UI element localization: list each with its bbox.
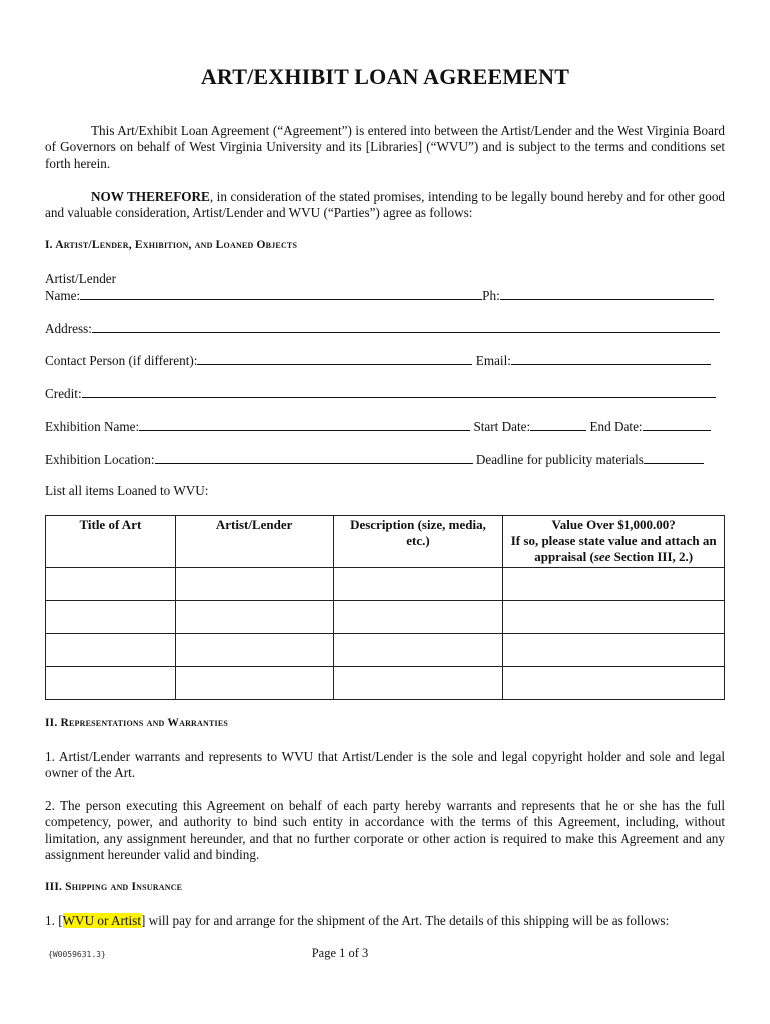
col-value-line2: If so, please state value and attach an appraisal (	[510, 533, 717, 564]
table-header-row	[46, 516, 725, 568]
table-cell[interactable]	[175, 568, 333, 601]
email-label: Email:	[475, 353, 511, 368]
credit-field[interactable]	[82, 385, 716, 398]
col-value-see: see	[593, 549, 611, 564]
now-therefore-bold: NOW THEREFORE	[91, 189, 210, 204]
section-3-p1-prefix: 1. [	[45, 913, 63, 928]
address-field[interactable]	[92, 320, 720, 333]
table-cell[interactable]	[333, 601, 503, 634]
name-label: Name:	[45, 288, 81, 303]
exhibition-name-label: Exhibition Name:	[45, 419, 140, 434]
contact-field[interactable]	[197, 352, 472, 365]
table-cell[interactable]	[503, 568, 725, 601]
intro-text: This Art/Exhibit Loan Agreement (“Agreement”) is entered into between the Artist/Lender and the West Virginia Board of Governors on behalf of West Virginia University and its [Libraries] (“WVU”) and is subject to the terms and conditions set forth herein.	[45, 123, 725, 171]
table-cell[interactable]	[46, 601, 176, 634]
section-3-p1-suffix: ] will pay for and arrange for the shipment of the Art. The details of this shipping will be as follows:	[140, 913, 670, 928]
col-description-text: Description (size, media, etc.)	[350, 517, 486, 548]
section-2-heading: II. Representations and Warranties	[45, 717, 229, 729]
exhibition-location-line	[45, 451, 725, 468]
now-therefore-text: , in consideration of the stated promises, intending to be legally bound hereby and for other good and valuable consideration, Artist/Lender and WVU (“Parties”) agree as follows:	[45, 189, 726, 221]
table-cell[interactable]	[333, 568, 503, 601]
credit-line	[45, 385, 725, 402]
table-cell[interactable]	[503, 667, 725, 700]
table-cell[interactable]	[503, 601, 725, 634]
table-cell[interactable]	[175, 634, 333, 667]
section-2-paragraph-2	[45, 798, 725, 864]
col-artist-lender: Artist/Lender	[175, 516, 333, 568]
col-description	[333, 516, 503, 568]
col-value-line1: Value Over $1,000.00?	[551, 517, 676, 532]
section-2-paragraph-1	[45, 749, 725, 782]
end-date-field[interactable]	[643, 418, 711, 431]
email-field[interactable]	[511, 352, 711, 365]
page-number: Page 1 of 3	[311, 946, 369, 960]
list-items-label: List all items Loaned to WVU:	[45, 483, 209, 498]
contact-label: Contact Person (if different):	[45, 353, 198, 368]
artist-lender-label: Artist/Lender	[45, 271, 117, 286]
loaned-items-table	[45, 515, 725, 700]
exhibition-location-label: Exhibition Location:	[45, 452, 155, 467]
phone-field[interactable]	[500, 287, 714, 300]
deadline-field[interactable]	[644, 451, 704, 464]
exhibition-location-field[interactable]	[155, 451, 473, 464]
now-therefore-paragraph	[45, 189, 725, 222]
table-cell[interactable]	[46, 568, 176, 601]
exhibition-name-field[interactable]	[139, 418, 470, 431]
ph-label: Ph:	[482, 288, 500, 303]
table-cell[interactable]	[333, 634, 503, 667]
deadline-label: Deadline for publicity materials	[475, 452, 644, 467]
credit-label: Credit:	[45, 386, 82, 401]
start-date-label: Start Date:	[473, 419, 531, 434]
table-cell[interactable]	[333, 667, 503, 700]
document-code: {W0059631.3}	[48, 950, 106, 959]
address-label: Address:	[45, 321, 92, 336]
contact-line	[45, 352, 725, 369]
exhibition-name-line	[45, 418, 725, 435]
start-date-field[interactable]	[530, 418, 586, 431]
table-row	[46, 601, 725, 634]
table-cell[interactable]	[175, 601, 333, 634]
col-value-line2-end: Section III, 2.)	[610, 549, 694, 564]
col-title-of-art: Title of Art	[46, 516, 176, 568]
end-date-label: End Date:	[589, 419, 643, 434]
section-3-paragraph-1	[45, 913, 725, 929]
table-row	[46, 634, 725, 667]
table-row	[46, 568, 725, 601]
section-1-heading: I. Artist/Lender, Exhibition, and Loaned Objects	[45, 239, 298, 251]
name-field[interactable]	[80, 287, 482, 300]
highlighted-party-choice: WVU or Artist	[62, 913, 141, 928]
table-row	[46, 667, 725, 700]
table-cell[interactable]	[503, 634, 725, 667]
intro-paragraph	[45, 123, 725, 172]
table-cell[interactable]	[46, 634, 176, 667]
section-3-heading: III. Shipping and Insurance	[45, 881, 183, 893]
col-value	[503, 516, 725, 568]
name-line	[45, 287, 725, 304]
table-cell[interactable]	[46, 667, 176, 700]
address-line	[45, 320, 725, 337]
table-cell[interactable]	[175, 667, 333, 700]
section-2-p1-text: 1. Artist/Lender warrants and represents to WVU that Artist/Lender is the sole and legal copyright holder and sole and legal owner of the Art.	[45, 749, 725, 781]
section-2-p2-text: 2. The person executing this Agreement on behalf of each party hereby warrants and represents that he or she has the full competency, power, and authority to bind such entity in accordance with the terms of this Agreement, including, without limitation, any assignment hereunder, and that no further corporate or other action is required to make this Agreement and any assignment hereunder valid and binding.	[45, 798, 725, 863]
document-title: ART/EXHIBIT LOAN AGREEMENT	[200, 64, 570, 89]
